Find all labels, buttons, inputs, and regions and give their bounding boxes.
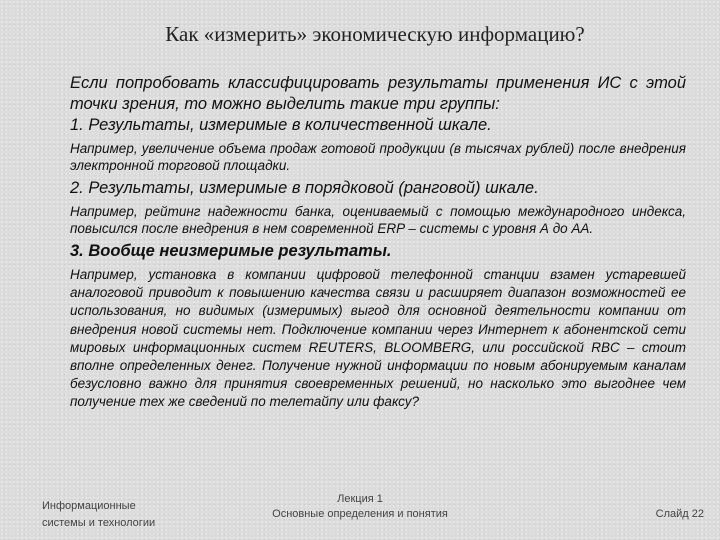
footer-course-line1: Информационные xyxy=(42,500,136,512)
slide-title: Как «измерить» экономическую информацию? xyxy=(165,22,585,46)
footer-lecture-number: Лекция 1 xyxy=(337,493,383,505)
footer-course xyxy=(42,498,155,532)
intro-text: Если попробовать классифицировать результаты применения ИС с этой точки зрения, то можно выделить такие три группы: xyxy=(70,74,686,113)
footer-lecture-topic: Основные определения и понятия xyxy=(272,508,448,520)
footer-lecture xyxy=(250,492,470,522)
group3-heading: 3. Вообще неизмеримые результаты. xyxy=(70,242,392,260)
footer-course-line2: системы и технологии xyxy=(42,517,156,529)
slide-body xyxy=(70,73,686,412)
group2-heading: 2. Результаты, измеримые в порядковой (ранговой) шкале. xyxy=(70,179,539,197)
group3-example: Например, установка в компании цифровой телефонной станции взамен устаревшей аналоговой приводит к повышению качества связи и расширяет диапазон возможностей ее использования, но видимых (измеримых) выгод для основной деятельности компании от внедрения новой системы нет. Подключение компании через Интернет к абонентской сети мировых информационных систем REUTERS, BLOOMBERG, или российской RBC – стоит вполне определенных денег. Получение нужной информации по новым абонируемым каналам безусловно важно для принятия своевременных решений, но насколько это выгоднее чем получение тех же сведений по телетайпу или факсу? xyxy=(70,267,686,410)
slide-number: Слайд 22 xyxy=(655,508,704,520)
group1-heading: 1. Результаты, измеримые в количественной шкале. xyxy=(70,116,492,134)
group2-example: Например, рейтинг надежности банка, оцениваемый с помощью международного индекса, повысился после внедрения в нем современной ERP – системы с уровня А до АА. xyxy=(70,204,686,236)
group1-example: Например, увеличение объема продаж готовой продукции (в тысячах рублей) после внедрения электронной торговой площадки. xyxy=(70,141,686,173)
